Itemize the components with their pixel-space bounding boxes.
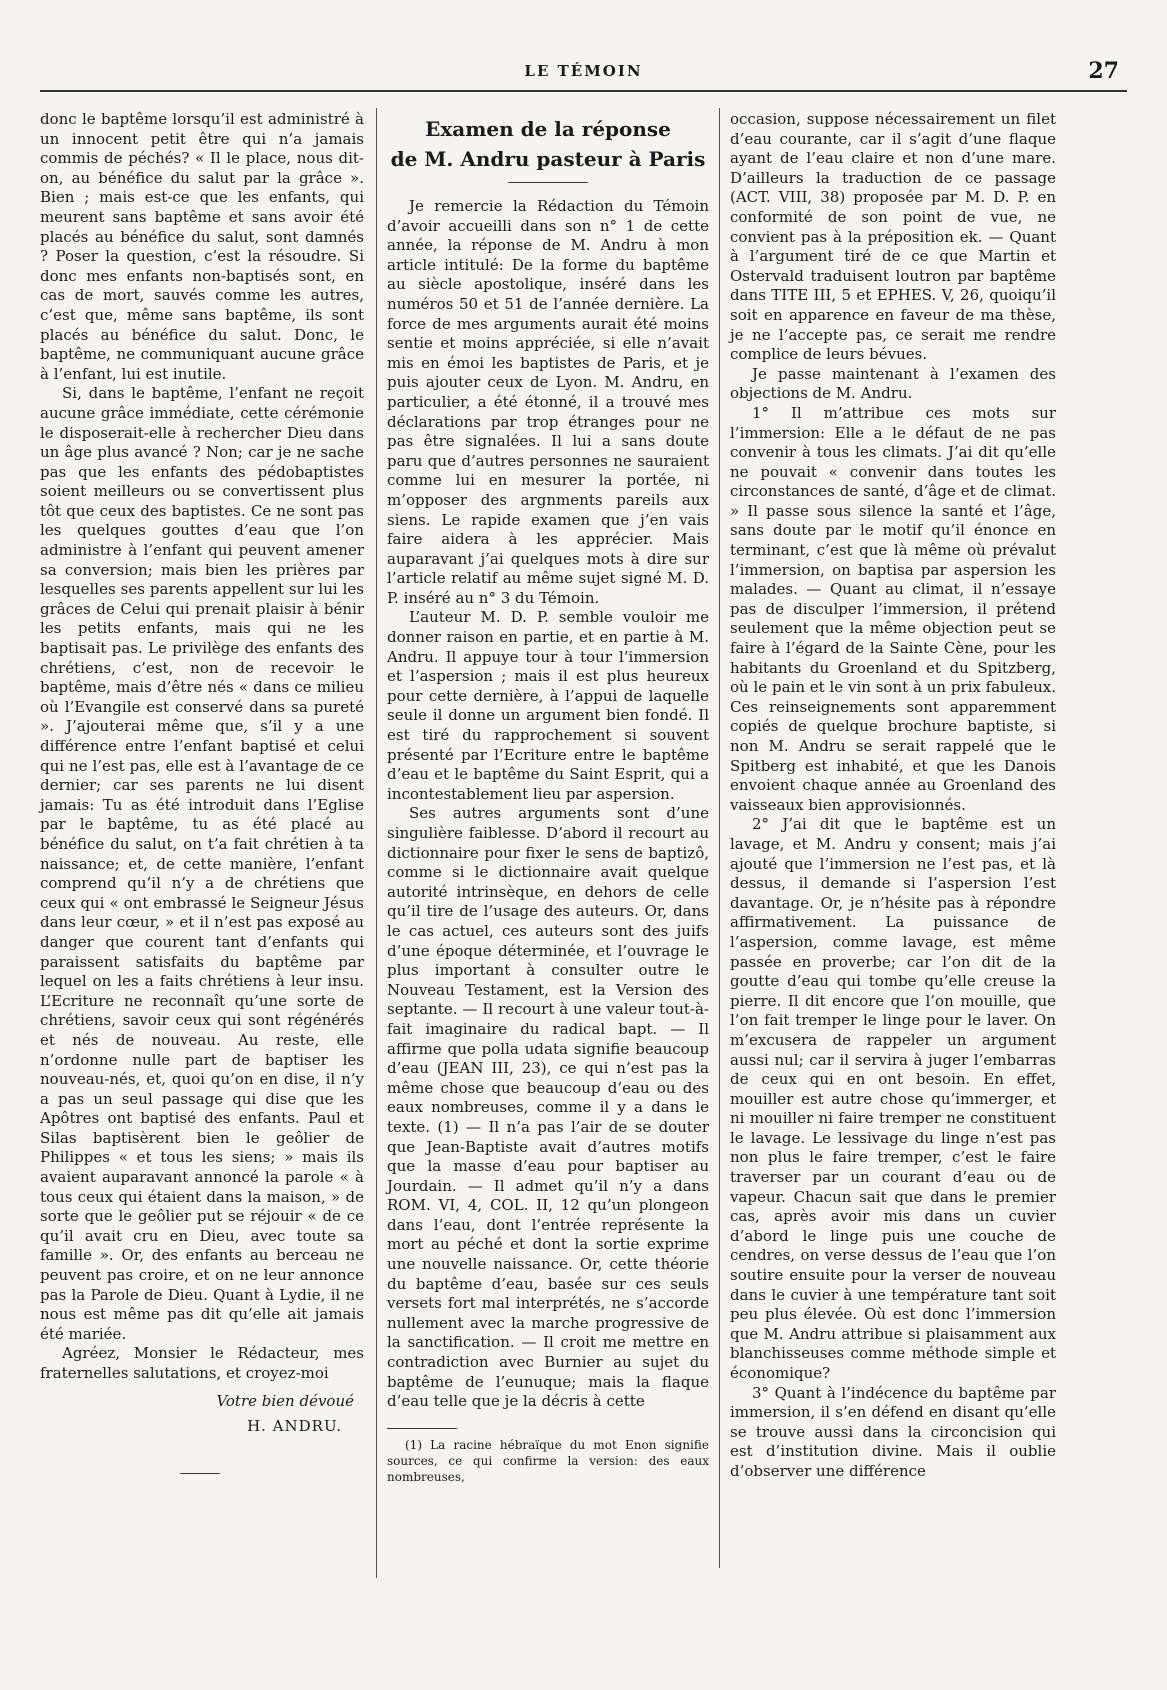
paragraph: Je remercie la Rédaction du Témoin d’avoir accueilli dans son n° 1 de cette année, la réponse de M. Andru à mon article intitulé: De la forme du baptême au siècle apostolique, inséré dans les numéros 50 et 51 de l’année dernière. La force de mes arguments aurait été moins sentie et moins appréciée, si elle n’avait mis en émoi les baptistes de Paris, et je puis ajouter ceux de Lyon. M. Andru, en particulier, a été étonné, il a trouvé mes déclarations par trop étranges pour ne pas être signalées. Il lui a sans doute paru que d’autres personnes ne sauraient comme lui en mesurer la portée, ni m’opposer des argnments pareils aux siens. Le rapide examen que j’en vais faire aidera à les apprécier. Mais auparavant j’ai quelques mots à dire sur l’article relatif au même sujet signé M. D. P. inséré au n° 3 du Témoin. (387, 197, 709, 607)
closing-formula: Votre bien dévoué (216, 1391, 354, 1410)
paragraph: Si, dans le baptême, l’enfant ne reçoit aucune grâce immédiate, cette cérémonie le disposerait-elle à rechercher Dieu dans un âge plus avancé ? Non; car je ne sache pas que les enfants des pédobaptistes soient meilleurs ou se convertissent plus tôt que ceux des baptistes. Ce ne sont pas les quelques gouttes d’eau que l’on administre à l’enfant qui peuvent amener sa conversion; mais bien les prières par lesquelles ses parents appellent sur lui les grâces de Celui qui prenait plaisir à bénir les petits enfants, mais qui ne les baptisait pas. Le privilège des enfants des chrétiens, c’est, non de recevoir le baptême, mais d’être nés « dans ce milieu où l’Evangile est conservé dans sa pureté ». J’ajouterai même que, s’il y a une différence entre l’enfant baptisé et celui qui ne l’est pas, elle est à l’avantage de ce dernier; car ses parents ne lui disent jamais: Tu as été introduit dans l’Eglise par le baptême, tu as été placé au bénéfice du salut, on t’a fait chrétien à ta naissance; et, de cette manière, l’enfant comprend qu’il n’y a de chrétiens que ceux qui « ont embrassé le Seigneur Jésus dans leur cœur, » et il n’est pas exposé au danger que courent tant d’enfants qui paraissent satisfaits du baptême par lequel on les a faits chrétiens à leur insu. L’Ecriture ne reconnaît qu’une sorte de chrétiens, savoir ceux qui sont régénérés et nés de nouveau. Au reste, elle n’ordonne nulle part de baptiser les nouveau-nés, et, quoi qu’on en dise, il n’y a pas un seul passage qui dise que les Apôtres ont baptisé des enfants. Paul et Silas baptisèrent bien le geôlier de Philippes « et tous les siens; » mais ils avaient auparavant annoncé la parole « à tous ceux qui étaient dans la maison, » de sorte que le geôlier put se réjouir « de ce qu’il avait cru en Dieu, avec toute sa famille ». Or, des enfants au berceau ne peuvent pas croire, et on ne leur annonce pas la Parole de Dieu. Quant à Lydie, il ne nous est même pas dit qu’elle ait jamais été mariée. (40, 384, 364, 1343)
author-signature: H. ANDRU. (247, 1417, 342, 1436)
paragraph: donc le baptême lorsqu’il est administré à un innocent petit être qui n’a jamais commis de péchés? « Il le place, nous dit-on, au bénéfice du salut par la grâce ». Bien ; mais est-ce que les enfants, qui meurent sans baptême et sans avoir été placés au bénéfice du salut, sont damnés ? Poser la question, c’est la résoudre. Si donc mes enfants non-baptisés sont, en cas de mort, sauvés comme les autres, c’est que, même sans baptême, ils sont placés au bénéfice du salut. Donc, le baptême, ne communiquant aucune grâce à l’enfant, lui est inutile. (40, 110, 364, 383)
column-divider (719, 108, 720, 1568)
column-right (730, 110, 1056, 1482)
paragraph: occasion, suppose nécessairement un filet d’eau courante, car il s’agit d’une flaque ayant de l’eau claire et non d’une mare. D’ailleurs la traduction de ce passage (ACT. VIII, 38) proposée par M. D. P. en conformité de son point de vue, ne convient pas à la préposition ek. — Quant à l’argument tiré de ce que Martin et Ostervald traduisent loutron par baptême dans TITE III, 5 et EPHES. V, 26, quoiqu’il soit en apparence en faveur de ma thèse, je ne l’accepte pas, ce serait me rendre complice de leurs bévues. (730, 110, 1056, 364)
paragraph: Je passe maintenant à l’examen des objections de M. Andru. (730, 364, 1056, 403)
running-title: LE TÉMOIN (524, 62, 643, 80)
article-title (387, 114, 709, 174)
column-divider (376, 108, 377, 1578)
footnote: (1) La racine hébraïque du mot Enon signifie sources, ce qui confirme la version: des eaux nombreuses, (387, 1437, 709, 1484)
paragraph: Agréez, Monsier le Rédacteur, mes fraternelles salutations, et croyez-moi (40, 1344, 364, 1382)
header-rule (40, 90, 1127, 92)
footnote-rule (387, 1428, 457, 1429)
column-middle (387, 110, 709, 1485)
title-separator (508, 182, 588, 183)
paragraph: Ses autres arguments sont d’une singulière faiblesse. D’abord il recourt au dictionnaire pour fixer le sens de baptizô, comme si le dictionnaire avait quelque autorité intrinsèque, en dehors de celle qu’il tire de l’usage des auteurs. Or, dans le cas actuel, ces auteurs sont des juifs d’une époque déterminée, et l’ouvrage le plus important à consulter outre le Nouveau Testament, est la Version des septante. — Il recourt à une valeur tout-à-fait imaginaire du radical bapt. — Il affirme que polla udata signifie beaucoup d’eau (JEAN III, 23), ce qui n’est pas la même chose que beaucoup d’eau ou des eaux nombreuses, comme il y a dans le texte. (1) — Il n’a pas l’air de se douter que Jean-Baptiste avait d’autres motifs que la masse d’eau pour baptiser au Jourdain. — Il admet qu’il n’y a dans ROM. VI, 4, COL. II, 12 qu’un plongeon dans l’eau, dont l’entrée représente la mort au péché et dont la sortie exprime une nouvelle naissance. Or, cette théorie du baptême d’eau, basée sur ces seuls versets fort mal interprétés, ne s’accorde nullement avec la marche progressive de la sanctification. — Il croit me mettre en contradiction avec Burnier au sujet du baptême de l’eunuque; mais la flaque d’eau telle que je la décris à cette (387, 804, 709, 1411)
page-header (40, 58, 1127, 88)
paragraph: 3° Quant à l’indécence du baptême par immersion, il s’en défend en disant qu’elle se trouve aussi dans la circoncision qui est d’institution divine. Mais il oublie d’observer une différence (730, 1383, 1056, 1480)
end-rule (180, 1473, 220, 1474)
article-title-line: de M. Andru pasteur à Paris (390, 147, 706, 171)
paragraph: L’auteur M. D. P. semble vouloir me donner raison en partie, et en partie à M. Andru. Il appuye tour à tour l’immersion et l’aspersion ; mais il est plus heureux pour cette dernière, à l’appui de laquelle seule il donne un argument bien fondé. Il est tiré du rapprochement si souvent présenté par l’Ecriture entre le baptême d’eau et le baptême du Saint Esprit, qui a incontestablement lieu par aspersion. (387, 608, 709, 803)
article-title-line: Examen de la réponse (425, 117, 671, 141)
paragraph: 2° J’ai dit que le baptême est un lavage, et M. Andru y consent; mais j’ai ajouté que l’immersion ne l’est pas, et là dessus, il demande si l’aspersion l’est davantage. Or, je n’hésite pas à répondre affirmativement. La puissance de l’aspersion, comme lavage, est même passée en proverbe; car l’on dit de la goutte d’eau qui tombe qu’elle creuse la pierre. Il dit encore que l’on mouille, que l’on fait tremper le linge pour le laver. On m’excusera de rappeler un argument aussi nul; car il servira à juger l’embarras de ceux qui en ont besoin. En effet, mouiller est autre chose qu’immerger, et ni mouiller ni faire tremper ne constituent le lavage. Le lessivage du linge n’est pas non plus le faire tremper, c’est le faire traverser par un courant d’eau ou de vapeur. Chacun sait que dans le premier cas, après avoir mis dans un cuvier d’abord le linge puis une couche de cendres, on verse dessus de l’eau que l’on soutire ensuite pour la verser de nouveau dans le cuvier à une température tant soit peu plus élevée. Où est donc l’immersion que M. Andru attribue si plaisamment aux blanchisseuses comme méthode simple et économique? (730, 815, 1056, 1382)
paragraph: 1° Il m’attribue ces mots sur l’immersion: Elle a le défaut de ne pas convenir à tous les climats. J’ai dit qu’elle ne pouvait « convenir dans toutes les circonstances de santé, d’âge et de climat. » Il passe sous silence la santé et l’âge, sans doute par le motif qu’il énonce en terminant, c’est que là même où prévalut l’immersion, on baptisa par aspersion les malades. — Quant au climat, il n’essaye pas de disculper l’immersion, il prétend seulement que la même objection peut se faire à l’égard de la Sainte Cène, pour les habitants du Groenland et du Spitzberg, où le pain et le vin sont à un prix fabuleux. Ces reinseignements sont apparemment copiés de quelque brochure baptiste, si non M. Andru se serait rappelé que le Spitberg est inhabité, et que les Danois envoient chaque année au Groenland des vaisseaux bien approvisionnés. (730, 403, 1056, 814)
page-number: 27 (1088, 58, 1119, 84)
column-left (40, 110, 364, 1474)
